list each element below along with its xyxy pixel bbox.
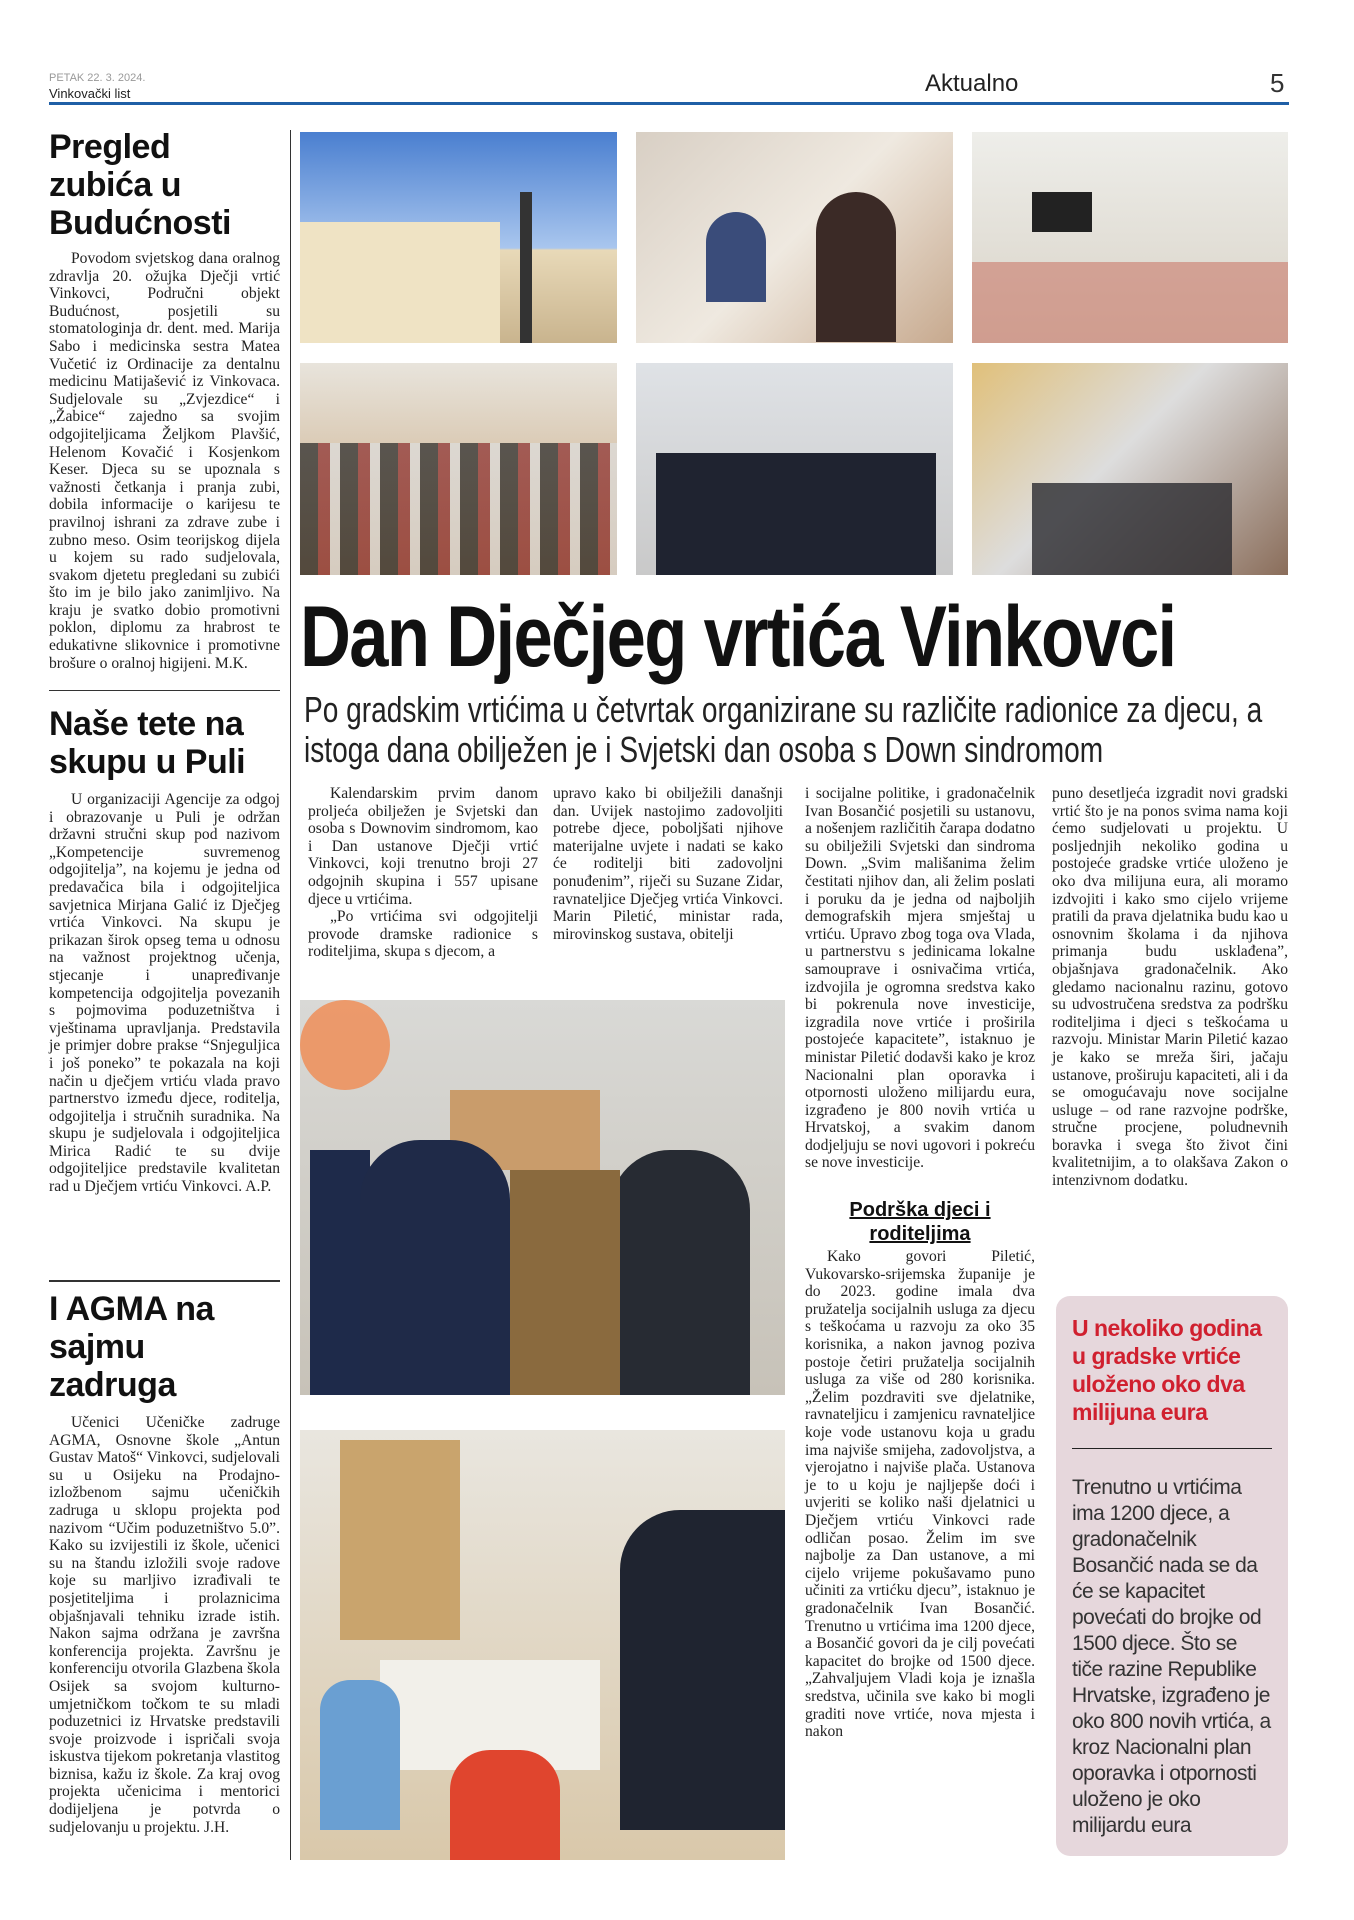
photo-town-square [300,132,617,343]
body-column-2 [553,785,783,943]
article-body: Učenici Učeničke zadruge AGMA, Osnovne škole „Antun Gustav Matoš“ Vinkovci, sudjelovali su u Osijeku na Prodajno-izložbenom sajmu učeničkih zadruga u sklopu projekta pod nazivom “Učim poduzetništvo 5.0”. Kako su izvijestili iz škole, učenici su na štandu izložili svoje radove koje su marljivo izrađivali te posjetiteljima i prolaznicima objašnjavali tehniku izrade istih. Nakon sajma održana je završna konferencija projekta. Završnu je konferenciju otvorila Glazbena škola Osijek sa svojom kulturno-umjetničkom točkom te su mladi poduzetnici iz Hrvatske predstavili svoje proizvode i ispričali svoja iskustva tijekom pokretanja vlastitog biznisa, kažu iz škole. Za kraj ovog projekta učenicima i mentorici dodijeljena je potvrda o sudjelovanju u projektu. J.H. [49,1414,280,1836]
newspaper-name: Vinkovački list [49,86,131,101]
article-pregled-zubica [49,128,280,672]
section-title: Aktualno [925,70,1019,97]
subheading: Podrška djeci i roditeljima [849,1199,991,1246]
paragraph: i socijalne politike, i gradonačelnik Ivan Bosančić posjetili su ustanovu, a nošenjem različitih čarapa dodatno su obilježili Svjetski dan sindroma Down. „Svim mališanima želim čestitati njihov dan, ali želim poslati i poruku da je jedna od najboljih demografskih mjera smještaj u vrtiću. Upravo zbog toga ova Vlada, u partnerstvu s jedinicama lokalne samouprave i osnivačima vrtića, izdvojila je ogromna sredstva kako bi pokrenula nove investicije, izgradila nove vrtiće i proširila postojeće kapacitete”, istaknuo je ministar Piletić dodavši kako je kroz Nacionalni plan oporavka i otpornosti uloženo milijardu eura, izgrađeno je 800 novih vrtića u Hrvatskoj, a svakim danom dodjeljuju se novi ugovori i pokreću se nove investicije. [805,785,1035,1172]
photo-crowd-visit [300,363,617,575]
photo-children-playroom [972,132,1288,343]
paragraph: „Po vrtićima svi odgojitelji provode dramske radionice s roditeljima, skupa s djecom, a [308,908,538,961]
issue-date: PETAK 22. 3. 2024. [49,72,146,84]
article-body: U organizaciji Agencije za odgoj i obrazovanje u Puli je održan državni stručni skup pod nazivom „Kompetencije suvremenog odgojitelja”, na kojemu je jedna od predavačica bila i odgojiteljica savjetnica Mirjana Galić iz Dječjeg vrtića Vinkovci. Na skupu je prikazan širok opseg tema u odnosu na važnost projektnog učenja, stjecanje i unapređivanje kompetencija odgojitelja povezanih s pojmovima poduzetništva i vještinama upravljanja. Predstavila je primjer dobre prakse “Snjeguljica i još poneko” te pokazala na koji način u dječjem vrtiću vlada pravo partnerstvo između djece, roditelja, odgojitelja i stručnih suradnika. Na skupu je sudjelovala i odgojiteljica Mirica Radić te su dvije odgojiteljice predstavile kvalitetan rad u Dječjem vrtiću Vinkovci. A.P. [49,791,280,1196]
highlight-box [1056,1296,1288,1856]
article-title: Naše tete na skupu u Puli [49,705,246,781]
page-number: 5 [1270,68,1285,98]
main-deck: Po gradskim vrtićima u četvrtak organizirane su različite radionice za djecu, a istoga dana obilježen je i Svjetski dan osoba s Down sindromom [304,689,1263,770]
article-body: Povodom svjetskog dana oralnog zdravlja 20. ožujka Dječji vrtić Vinkovci, Područni objekt Budućnost, posjetili su stomatologinja dr. dent. med. Marija Sabo i medicinska sestra Matea Vučetić iz Ordinacije za dentalnu medicinu Matijašević iz Vinkovaca. Sudjelovale su „Zvjezdice“ i „Žabice“ zajedno sa svojim odgojiteljicama Željkom Plavšić, Helenom Kovačić i Kosjenkom Keser. Djeca su se upoznala s važnosti četkanja i pranja zubi, dobila informacije o karijesu te pravilnoj ishrani za zdrave zube i zubno meso. Osim teorijskog dijela u kojem su rado sudjelovala, svakom djetetu pregledani su zubići što im je bilo jako zanimljivo. Na kraju je svatko dobio promotivni poklon, diplomu za hrabrost te edukativne slikovnice i promotivne brošure o oralnoj higijeni. M.K. [49,250,280,672]
paragraph: Kako govori Piletić, Vukovarsko-srijemska županije je do 2023. godine imala dva pružatelja socijalnih usluga za djecu s teškoćama u razvoju za oko 35 korisnika, a nakon javnog poziva postoje četiri pružatelja socijalnih usluga za više od 280 korisnika. „Želim pozdraviti sve djelatnike, ravnateljicu i zamjenicu ravnateljice koje vode ustanovu koja u gradu ima najviše smijeha, zadovoljstva, a vjerojatno i najviše plača. Ustanova je to u koju je najljepše doći i uvjeriti se koliko naši djelatnici u Dječjem vrtiću Vinkovci rade odličan posao. Želim im sve najbolje za Dan ustanove, a mi cijelo vrijeme pokušavamo puno učiniti za vrtićku djecu”, istaknuo je gradonačelnik Ivan Bosančić. Trenutno u vrtićima ima 1200 djece, a Bosančić govori da je cilj povećati kapacitet do brojke od 1500 djece. „Zahvaljujem Vladi koja je iznašla sredstva, učinila sve kako bi mogli graditi nove vrtiće, nova mjesta i nakon [805,1248,1035,1741]
main-headline: Dan Dječjeg vrtića Vinkovci [300,589,1176,685]
photo-children-playing [972,363,1288,575]
paragraph: puno desetljeća izgradit novi gradski vrtić što je na ponos svima nama koji ćemo sudjelovati u projektu. U posljednjih nekoliko godina u postojeće gradske vrtiće uloženo je oko dva milijuna eura, ali moramo izdvojiti i kako smo cijelo vrijeme pratili da prava djelatnika budu kao u osnovnim školama i da njihova primanja budu usklađena”, objašnjava gradonačelnik. Ako gledamo nacionalnu razinu, gotovo su udvostručena sredstva za podršku roditeljima i djeci s teškoćama u razvoju. Ministar Marin Piletić kazao je kako se mreža širi, jačaju ustanove, proširuju kapaciteti, ali i da se omogućavaju nove socijalne usluge – od rane razvojne podrške, stručne procjene, poludnevnih boravka i svega što život čini kvalitetnijim, a to olakšava Zakon o intenzivnom dodatku. [1052,785,1288,1190]
article-title: I AGMA na sajmu zadruga [49,1290,214,1404]
divider [49,690,280,691]
paragraph: Kalendarskim prvim danom proljeća obilježen je Svjetski dan osoba s Downovim sindromom, kao i Dan ustanove Dječji vrtić Vinkovci, koji trenutno broji 27 odgojnih skupina i 557 upisane djece u vrtićima. [308,785,538,908]
column-divider [290,130,291,1860]
body-column-3 [805,785,1035,1741]
article-title: Pregled zubića u Budućnosti [49,128,231,242]
divider [49,1280,280,1282]
photo-children-drawing [636,132,953,343]
header-rule [49,102,1289,105]
photo-minister-mayor [300,1000,785,1395]
body-column-1 [308,785,538,961]
article-agma [49,1290,280,1836]
photo-children-table [300,1430,785,1860]
divider [1072,1448,1272,1449]
highlight-body: Trenutno u vrtićima ima 1200 djece, a gradonačelnik Bosančić nada se da će se kapacitet povećati do brojke od 1500 djece. Što se tiče razine Republike Hrvatske, izgrađeno je oko 800 novih vrtića, a kroz Nacionalni plan oporavka i otpornosti uloženo je oko milijardu eura [1072,1476,1271,1837]
paragraph: upravo kako bi obilježili današnji dan. Uvijek nastojimo zadovoljiti potrebe djece, poboljšati njihove materijalne uvjete i nadati se kako će roditelji biti zadovoljni ponuđenim”, riječi su Suzane Zidar, ravnateljice Dječjeg vrtića Vinkovci. Marin Piletić, ministar rada, mirovinskog sustava, obitelji [553,785,783,943]
article-nase-tete [49,705,280,1196]
photo-officials-meeting [636,363,953,575]
body-column-4 [1052,785,1288,1190]
highlight-title: U nekoliko godina u gradske vrtiće uloženo oko dva milijuna eura [1072,1315,1262,1425]
